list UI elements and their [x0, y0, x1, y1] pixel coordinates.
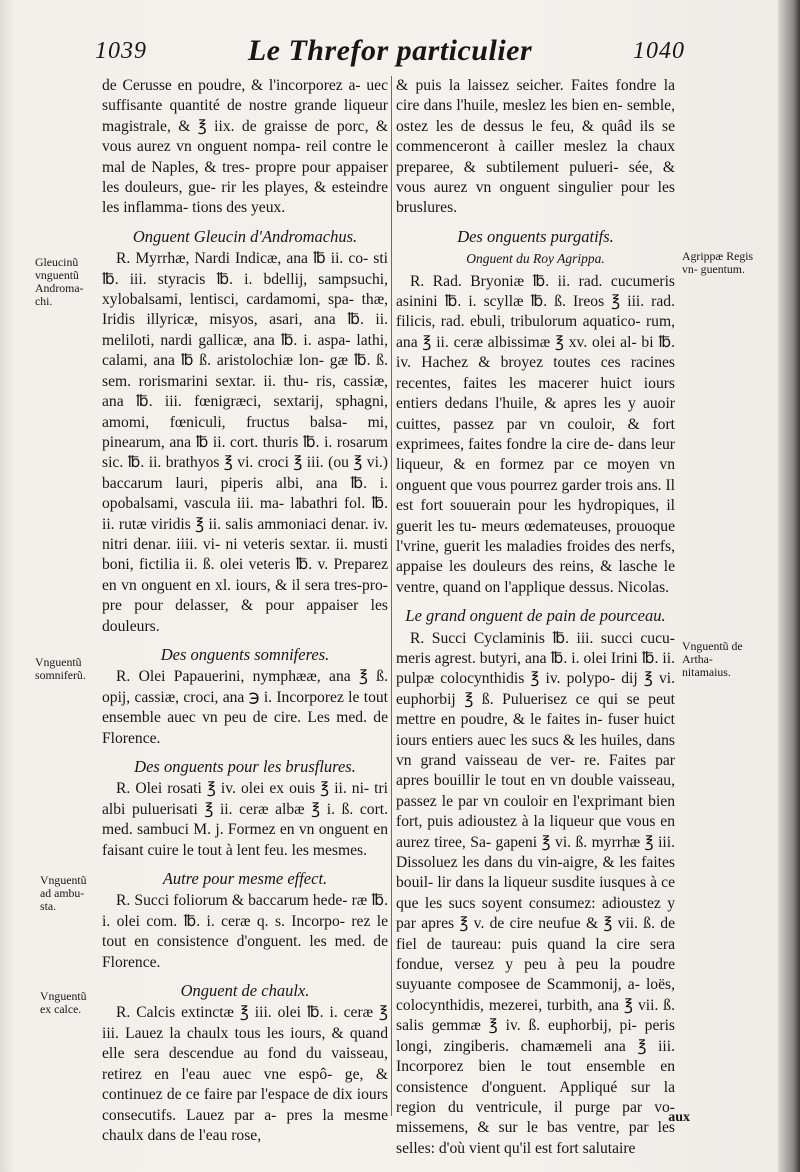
paragraph: R. Calcis extinctæ ℥ iii. olei ℔. i. ceræ ℥ iii. Lauez la chaulx tous les iours, & quand elle sera descendue au fond du vaisseau, retirez en l'eau auec vne espô- ge, & continuez de ce faire par l'espace de dix iours consecutifs. Lauez par a- pres la mesme chaulx dans de l'eau rose,: [102, 1004, 388, 1144]
paragraph: & puis la laissez seicher. Faites fondre la cire dans l'huile, meslez les bien en- semble, ostez les de dessus le feu, & quâd ils se commenceront à cailler meslez la chaux preparee, & subtilement pulueri- sée, & vous aurez vn onguent singulier pour les bruslures.: [396, 77, 675, 217]
page-number-right: 1040: [633, 38, 685, 64]
margin-note: Vnguentũ de Artha- nitamaius.: [682, 639, 743, 679]
paragraph: R. Olei rosati ℥ iv. olei ex ouis ℥ ii. ni- tri albi puluerisati ℥ ii. ceræ albæ ℥ i. ß. cort. med. sambuci M. j. Formez en vn onguent en faisant cuire le tout à lent feu. les mesmes.: [102, 780, 388, 859]
section-heading: Le grand onguent de pain de pourceau.: [405, 606, 666, 626]
section-heading: Des onguents purgatifs.: [457, 226, 614, 246]
margin-note: Agrippæ Regis vn- guentum.: [682, 249, 754, 276]
paragraph: de Cerusse en poudre, & l'incorporez a- uec suffisante quantité de nostre grande liqueur magistrale, & ℥ iix. de graisse de porc, & vous aurez vn onguent nompa- reil contre le mal de Naples, & tres- propre pour appaiser les douleurs, gue- rir les playes, & esteindre les inflamma- tions des yeux.: [102, 77, 388, 217]
right-column: [396, 76, 675, 1161]
paragraph: R. Succi foliorum & baccarum hede- ræ ℔. i. olei com. ℔. i. ceræ q. s. Incorpo- rez le tout en consistence d'onguent. les med. de Florence.: [102, 892, 388, 971]
section-heading: Des onguents somniferes.: [160, 644, 330, 664]
catchword: aux: [668, 1110, 690, 1125]
paragraph: R. Rad. Bryoniæ ℔. ii. rad. cucumeris asinini ℔. i. scyllæ ℔. ß. Ireos ℥ iii. rad. filicis, rad. ebuli, tribulorum aquatico- rum, ana ℥ ii. ceræ albissimæ ℥ xv. olei al- bi ℔. iv. Hachez & broyez toutes ces racines recentes, faites les macerer huict iours entiers dedans l'huile, & apres les y auoir cuittes, passez par vn couloir, & fort exprimees, faites fondre la cire de- dans leur liqueur, & en formez par ce moyen vn onguent que vous pourrez garder trois ans. Il est fort souuerain pour les hydropiques, il guerit les tu- meurs œdemateuses, prouoque l'vrine, guerit les maladies froides des nerfs, appaise les douleurs des reins, & lasche le ventre, quand on l'applique dessus. Nicolas.: [396, 272, 675, 596]
paragraph: R. Myrrhæ, Nardi Indicæ, ana ℔ ii. co- sti ℔. iii. styracis ℔. i. bdellij, sampsuchi, xylobalsami, lentisci, cardamomi, spa- thæ, Iridis illyricæ, misyos, asari, ana ℔. ii. meliloti, nardi gallicæ, ana ℔. i. aspa- lathi, calami, ana ℔ ß. aristolochiæ lon- gæ ℔. ß. sem. rorismarini sextar. ii. thu- ris, cassiæ, ana ℔. iii. fœnigræci, sextarij, sphagni, amomi, fœniculi, fructus balsa- mi, pinearum, ana ℔ ii. cort. thuris ℔. i. rosarum sic. ℔. ii. brathyos ℥ vi. croci ℥ iii. (ou ℥ vi.) baccarum lauri, piperis albi, ana ℔. i. opobalsami, vascula iii. ma- labathri fol. ℔. ii. rutæ viridis ℥ ii. salis ammoniaci denar. iv. nitri denar. iiii. vi- ni veteris sextar. ii. musti boni, fictilia ii. ß. olei veteris ℔. v. Preparez en vn onguent en xl. iours, & il sera tres-pro- pre pour delasser, & pour appaiser les douleurs.: [102, 250, 388, 635]
section-heading: Onguent de chaulx.: [180, 981, 310, 1001]
page-edge-shadow: [778, 0, 800, 1172]
section-heading: Onguent Gleucin d'Andromachus.: [132, 226, 358, 246]
running-title: Le Threfor particulier: [247, 34, 533, 67]
running-header: [95, 34, 685, 72]
paragraph: R. Olei Papauerini, nymphææ, ana ℥ ß. opij, cassiæ, croci, ana ℈ i. Incorporez le tout ensemble auec vn peu de cire. Les med. de Florence.: [102, 668, 388, 747]
column-divider: [391, 76, 392, 1116]
margin-note: Vnguentũ somniferũ.: [35, 655, 86, 682]
margin-note: Gleucinũ vnguentũ Androma- chi.: [35, 255, 84, 308]
sub-heading: Onguent du Roy Agrippa.: [466, 251, 605, 267]
margin-note: Vnguentũ ad ambu- sta.: [40, 873, 87, 913]
page-number-left: 1039: [95, 38, 147, 64]
paragraph: R. Succi Cyclaminis ℔. iii. succi cucu- meris agrest. butyri, ana ℔. i. olei Irini ℔. ii. pulpæ colocynthidis ℥ iv. polypo- dij ℥ vi. euphorbij ℥ ß. Puluerisez ce qui se peut mettre en poudre, & le faites in- fuser huict iours entiers auec les sucs & les huiles, dans vn grand vaisseau de ver- re. Faites par apres bouillir le tout en vn double vaisseau, passez le par vn couloir en l'exprimant bien fort, puis adioustez à la liqueur que vous en aurez tiree, Sa- gapeni ℥ vi. ß. myrrhæ ℥ iii. Dissoluez les dans du vin-aigre, & les faites bouil- lir dans la liqueur susdite iusques à ce que les sucs soyent consumez: adioustez y par apres ℥ v. de cire neufue & ℥ vii. ß. de fiel de taureau: puis quand la cire sera fondue, versez y peu à peu la poudre suyuante composee de Scammonij, a- loës, colocynthidis, mezerei, turbith, ana ℥ vii. ß. salis gemmæ ℥ iv. ß. euphorbij, pi- peris longi, zingiberis. chamæmeli ana ℥ iii. Incorporez bien le tout ensemble en consistence d'onguent. Appliqué sur la region du ventricule, il purge par vo- missemens, & sur le bas ventre, par les selles: d'où vient qu'il est fort salutaire: [396, 629, 675, 1157]
section-heading: Autre pour mesme effect.: [162, 869, 328, 889]
section-heading: Des onguents pour les brusflures.: [134, 757, 356, 776]
left-column: [102, 76, 388, 1148]
margin-note: Vnguentũ ex calce.: [40, 989, 87, 1016]
